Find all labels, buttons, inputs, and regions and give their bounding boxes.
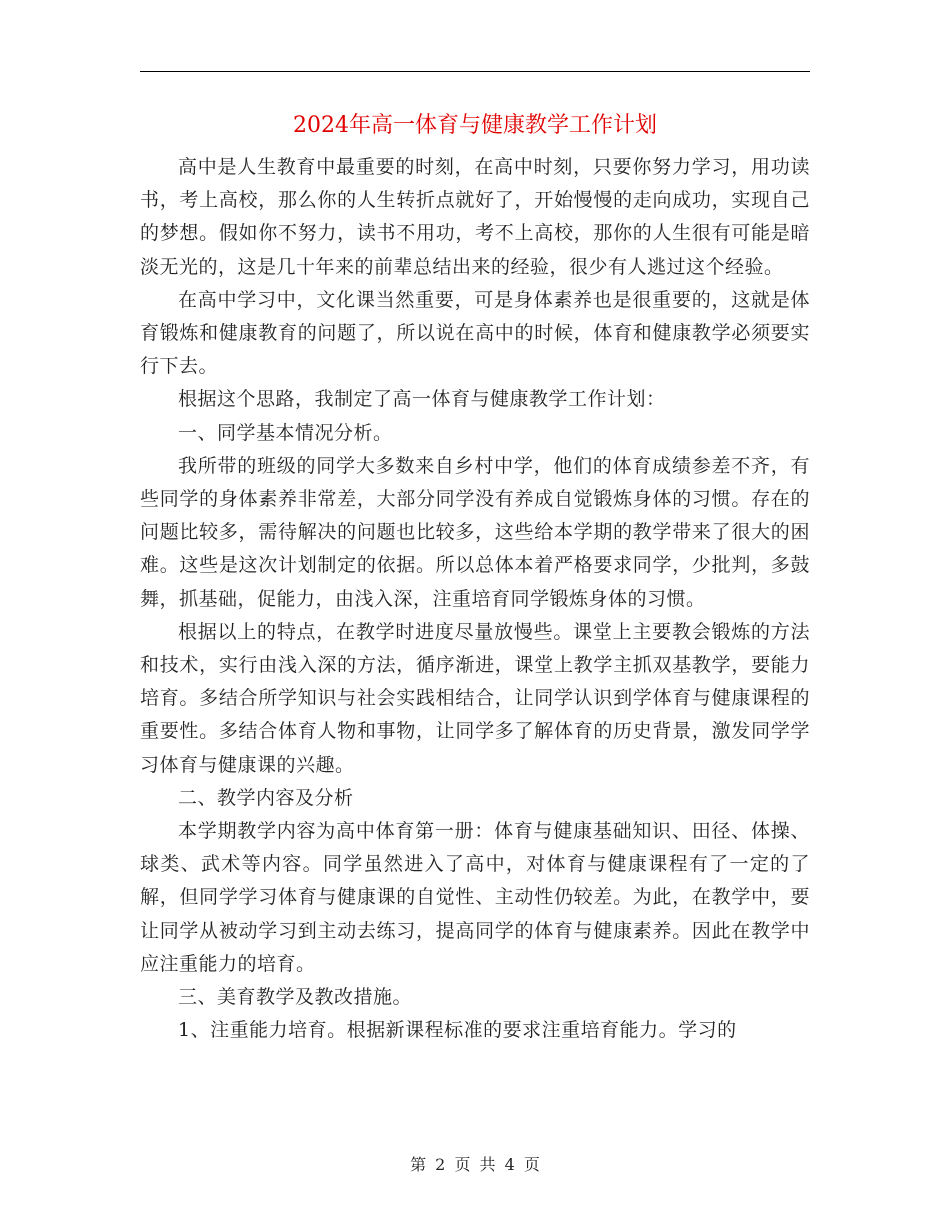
paragraph-students: 我所带的班级的同学大多数来自乡村中学，他们的体育成绩参差不齐，有些同学的身体素养非常差，大部分同学没有养成自觉锻炼身体的习惯。存在的问题比较多，需待解决的问题也比较多，这些给本学期的教学带来了很大的困难。这些是这次计划制定的依据。所以总体本着严格要求同学，少批判，多鼓舞，抓基础，促能力，由浅入深，注重培育同学锻炼身体的习惯。 — [140, 454, 810, 610]
document-title: 2024年高一体育与健康教学工作计划 — [293, 113, 657, 138]
section-heading-measures: 三、美育教学及教改措施。 — [178, 986, 413, 1009]
paragraph-culture: 在高中学习中，文化课当然重要，可是身体素养也是很重要的，这就是体育锻炼和健康教育的问题了，所以说在高中的时候，体育和健康教学必须要实行下去。 — [140, 288, 810, 378]
paragraph-methods: 根据以上的特点，在教学时进度尽量放慢些。课堂上主要教会锻炼的方法和技术，实行由浅入深的方法，循序渐进，课堂上教学主抓双基教学，要能力培育。多结合所学知识与社会实践相结合，让同学认识到学体育与健康课程的重要性。多结合体育人物和事物，让同学多了解体育的历史背景，激发同学学习体育与健康课的兴趣。 — [140, 620, 810, 776]
paragraph-measure-1: 1、注重能力培育。根据新课程标准的要求注重培育能力。学习的 — [178, 1019, 737, 1042]
paragraph-plan-lead: 根据这个思路，我制定了高一体育与健康教学工作计划： — [178, 388, 666, 411]
section-heading-students: 一、同学基本情况分析。 — [178, 421, 393, 444]
section-heading-content: 二、教学内容及分析 — [178, 786, 354, 809]
header-rule — [140, 71, 810, 72]
paragraph-content: 本学期教学内容为高中体育第一册：体育与健康基础知识、田径、体操、球类、武术等内容。同学虽然进入了高中，对体育与健康课程有了一定的了解，但同学学习体育与健康课的自觉性、主动性仍较差。为此，在教学中，要让同学从被动学习到主动去练习，提高同学的体育与健康素养。因此在教学中应注重能力的培育。 — [140, 820, 810, 975]
page-footer: 第 2 页 共 4 页 — [410, 1155, 540, 1174]
paragraph-intro: 高中是人生教育中最重要的时刻，在高中时刻，只要你努力学习，用功读书，考上高校，那么你的人生转折点就好了，开始慢慢的走向成功，实现自己的梦想。假如你不努力，读书不用功，考不上高校，那你的人生很有可能是暗淡无光的，这是几十年来的前辈总结出来的经验，很少有人逃过这个经验。 — [140, 156, 810, 278]
document-body — [140, 151, 810, 1047]
